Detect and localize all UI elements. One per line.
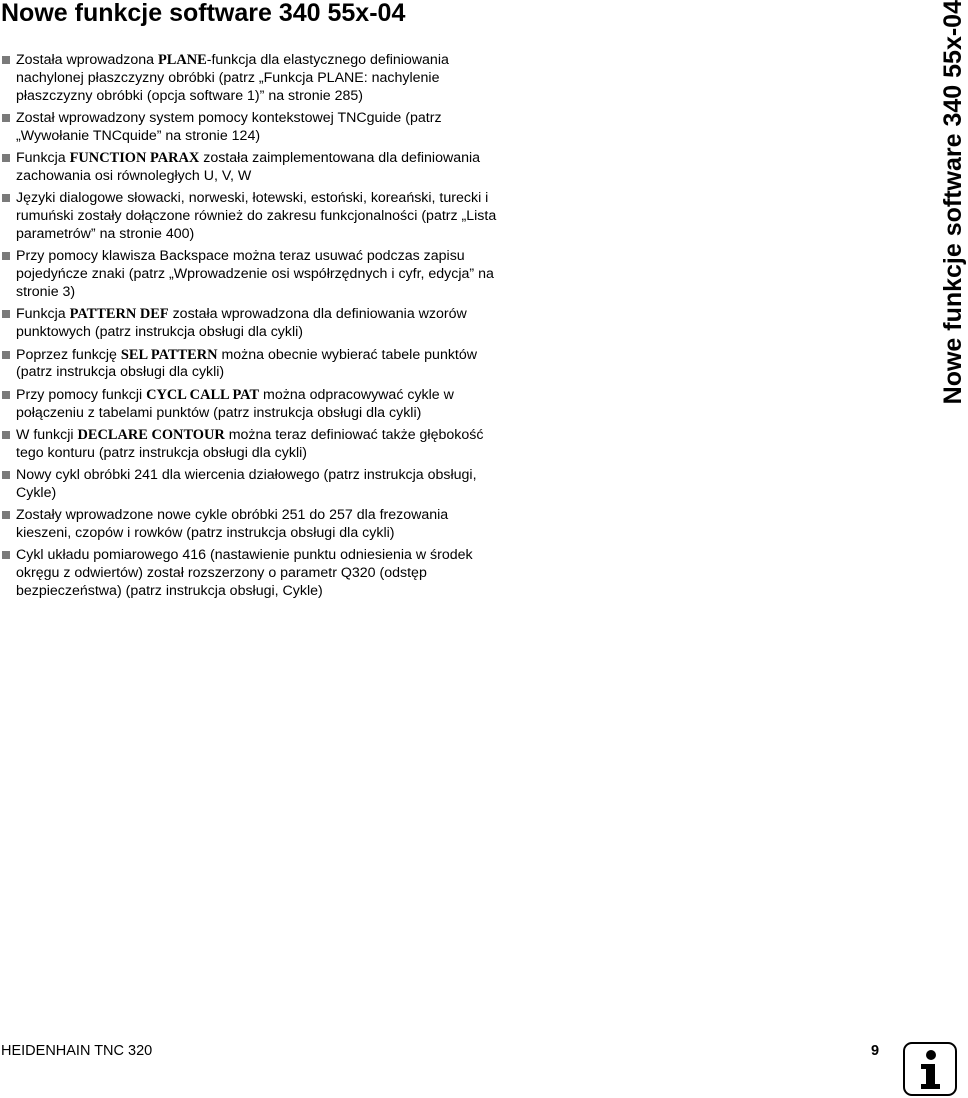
page-title: Nowe funkcje software 340 55x-04 xyxy=(1,0,406,27)
bullet-square-icon xyxy=(2,431,10,439)
list-item: Poprzez funkcję SEL PATTERN można obecnie wybierać tabele punktów (patrz instrukcja obsługi dla cykli) xyxy=(2,347,502,383)
bullet-square-icon xyxy=(2,351,10,359)
feature-list xyxy=(2,52,502,605)
bullet-square-icon xyxy=(2,310,10,318)
bullet-square-icon xyxy=(2,194,10,202)
list-item: Został wprowadzony system pomocy kontekstowej TNCguide (patrz „Wywołanie TNCquide” na stronie 124) xyxy=(2,110,502,146)
side-tab-title: Nowe funkcje software 340 55x-04 xyxy=(939,0,967,405)
bullet-square-icon xyxy=(2,252,10,260)
list-item: Zostały wprowadzone nowe cykle obróbki 251 do 257 dla frezowania kieszeni, czopów i rowków (patrz instrukcja obsługi dla cykli) xyxy=(2,507,502,543)
bullet-square-icon xyxy=(2,56,10,64)
list-item: Funkcja FUNCTION PARAX została zaimplementowana dla definiowania zachowania osi równoległych U, V, W xyxy=(2,150,502,186)
bullet-square-icon xyxy=(2,114,10,122)
list-item: W funkcji DECLARE CONTOUR można teraz definiować także głębokość tego konturu (patrz instrukcja obsługi dla cykli) xyxy=(2,427,502,463)
list-item: Funkcja PATTERN DEF została wprowadzona dla definiowania wzorów punktowych (patrz instrukcja obsługi dla cykli) xyxy=(2,306,502,342)
list-item: Nowy cykl obróbki 241 dla wiercenia działowego (patrz instrukcja obsługi, Cykle) xyxy=(2,467,502,503)
bullet-square-icon xyxy=(2,551,10,559)
list-item: Została wprowadzona PLANE-funkcja dla elastycznego definiowania nachylonej płaszczyzny obróbki (patrz „Funkcja PLANE: nachylenie płaszczyzny obróbki (opcja software 1)” na stronie 285) xyxy=(2,52,502,105)
bullet-square-icon xyxy=(2,154,10,162)
list-item: Języki dialogowe słowacki, norweski, łotewski, estoński, koreański, turecki i rumuński zostały dołączone również do zakresu funkcjonalności (patrz „Lista parametrów” na stronie 400) xyxy=(2,190,502,243)
list-item: Przy pomocy klawisza Backspace można teraz usuwać podczas zapisu pojedyńcze znaki (patrz „Wprowadzenie osi współrzędnych i cyfr, edycja” na stronie 3) xyxy=(2,248,502,301)
bullet-square-icon xyxy=(2,391,10,399)
manual-name: HEIDENHAIN TNC 320 xyxy=(1,1043,153,1059)
bullet-square-icon xyxy=(2,471,10,479)
bullet-square-icon xyxy=(2,511,10,519)
info-icon xyxy=(903,1042,957,1096)
info-i-glyph xyxy=(905,1044,955,1094)
list-item: Cykl układu pomiarowego 416 (nastawienie punktu odniesienia w środek okręgu z odwiertów) został rozszerzony o parametr Q320 (odstęp bezpieczeństwa) (patrz instrukcja obsługi, Cykle) xyxy=(2,547,502,600)
page-number: 9 xyxy=(871,1043,880,1059)
list-item: Przy pomocy funkcji CYCL CALL PAT można odpracowywać cykle w połączeniu z tabelami punktów (patrz instrukcja obsługi dla cykli) xyxy=(2,387,502,423)
